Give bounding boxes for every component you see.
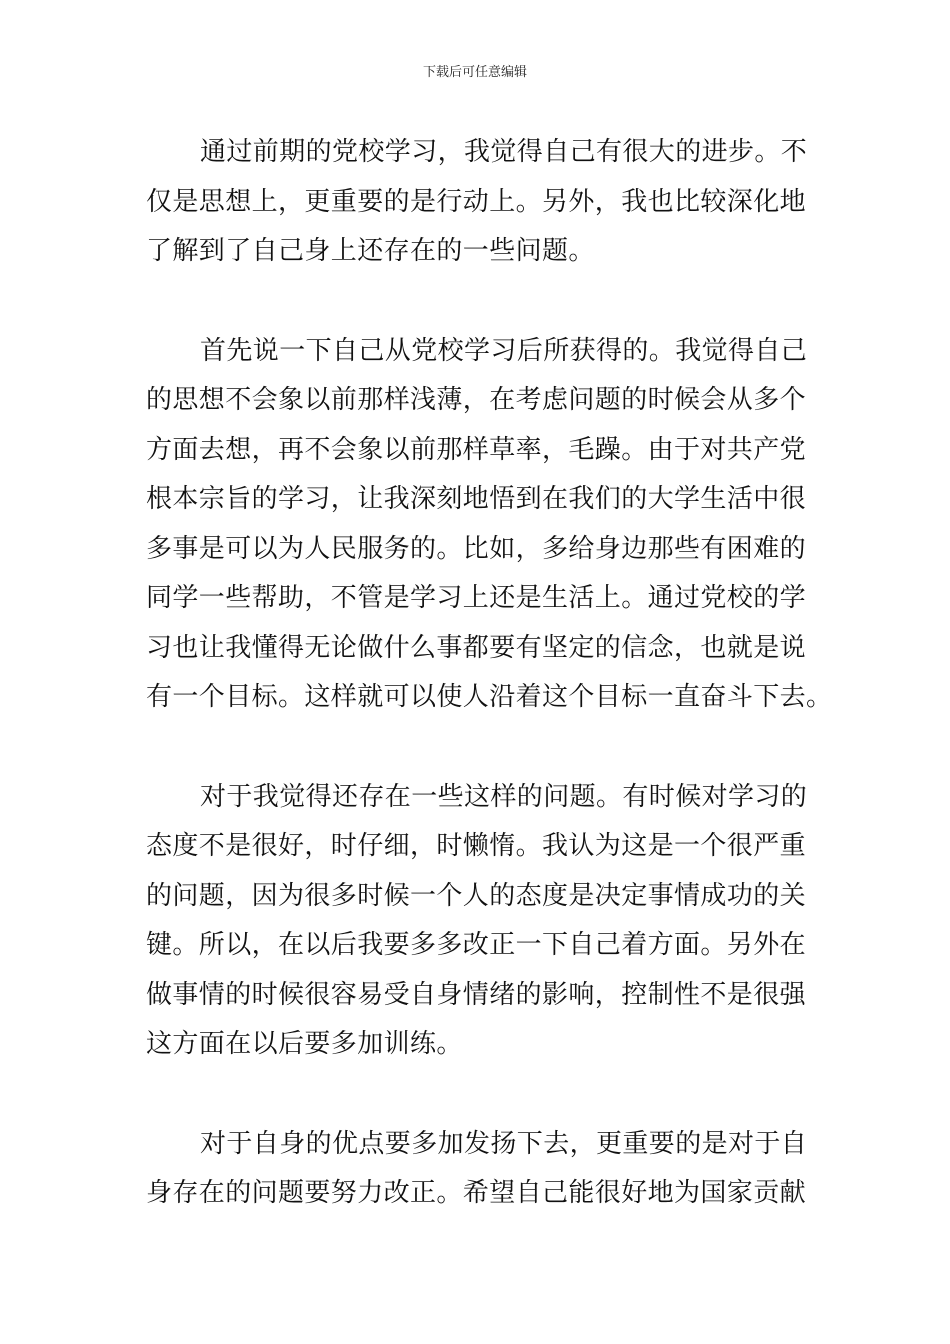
paragraph-line: 有一个目标。这样就可以使人沿着这个目标一直奋斗下去。 (146, 682, 833, 712)
paragraph-line: 态度不是很好，时仔细，时懒惰。我认为这是一个很严重 (146, 831, 807, 861)
paragraph-line: 方面去想，再不会象以前那样草率，毛躁。由于对共产党 (146, 434, 807, 465)
paragraph-line: 的问题，因为很多时候一个人的态度是决定事情成功的关 (146, 880, 807, 911)
paragraph-line: 首先说一下自己从党校学习后所获得的。我觉得自己 (200, 335, 808, 366)
paragraph-1 (146, 128, 808, 277)
paragraph-line: 的思想不会象以前那样浅薄，在考虑问题的时候会从多个 (146, 385, 807, 415)
document-body (146, 128, 833, 1269)
paragraph-4 (146, 1120, 808, 1219)
page-header: 下载后可任意编辑 (422, 65, 527, 80)
paragraph-line: 键。所以，在以后我要多多改正一下自己着方面。另外在 (146, 930, 807, 960)
paragraph-line: 通过前期的党校学习，我觉得自己有很大的进步。不 (200, 137, 808, 167)
paragraph-line: 做事情的时候很容易受自身情绪的影响，控制性不是很强 (146, 979, 807, 1010)
paragraph-line: 了解到了自己身上还存在的一些问题。 (146, 236, 595, 266)
paragraph-line: 身存在的问题要努力改正。希望自己能很好地为国家贡献 (146, 1178, 807, 1208)
paragraph-3 (146, 773, 808, 1070)
paragraph-line: 对于我觉得还存在一些这样的问题。有时候对学习的 (200, 781, 808, 812)
paragraph-line: 仅是思想上，更重要的是行动上。另外，我也比较深化地 (146, 186, 807, 217)
paragraph-line: 对于自身的优点要多加发扬下去，更重要的是对于自 (200, 1128, 808, 1159)
paragraph-line: 习也让我懂得无论做什么事都要有坚定的信念，也就是说 (146, 632, 807, 663)
paragraph-line: 同学一些帮助，不管是学习上还是生活上。通过党校的学 (146, 583, 807, 613)
paragraph-line: 根本宗旨的学习，让我深刻地悟到在我们的大学生活中很 (146, 484, 807, 514)
paragraph-line: 多事是可以为人民服务的。比如，多给身边那些有困难的 (146, 533, 807, 564)
paragraph-line: 这方面在以后要多加训练。 (146, 1029, 463, 1059)
paragraph-2 (146, 327, 833, 723)
